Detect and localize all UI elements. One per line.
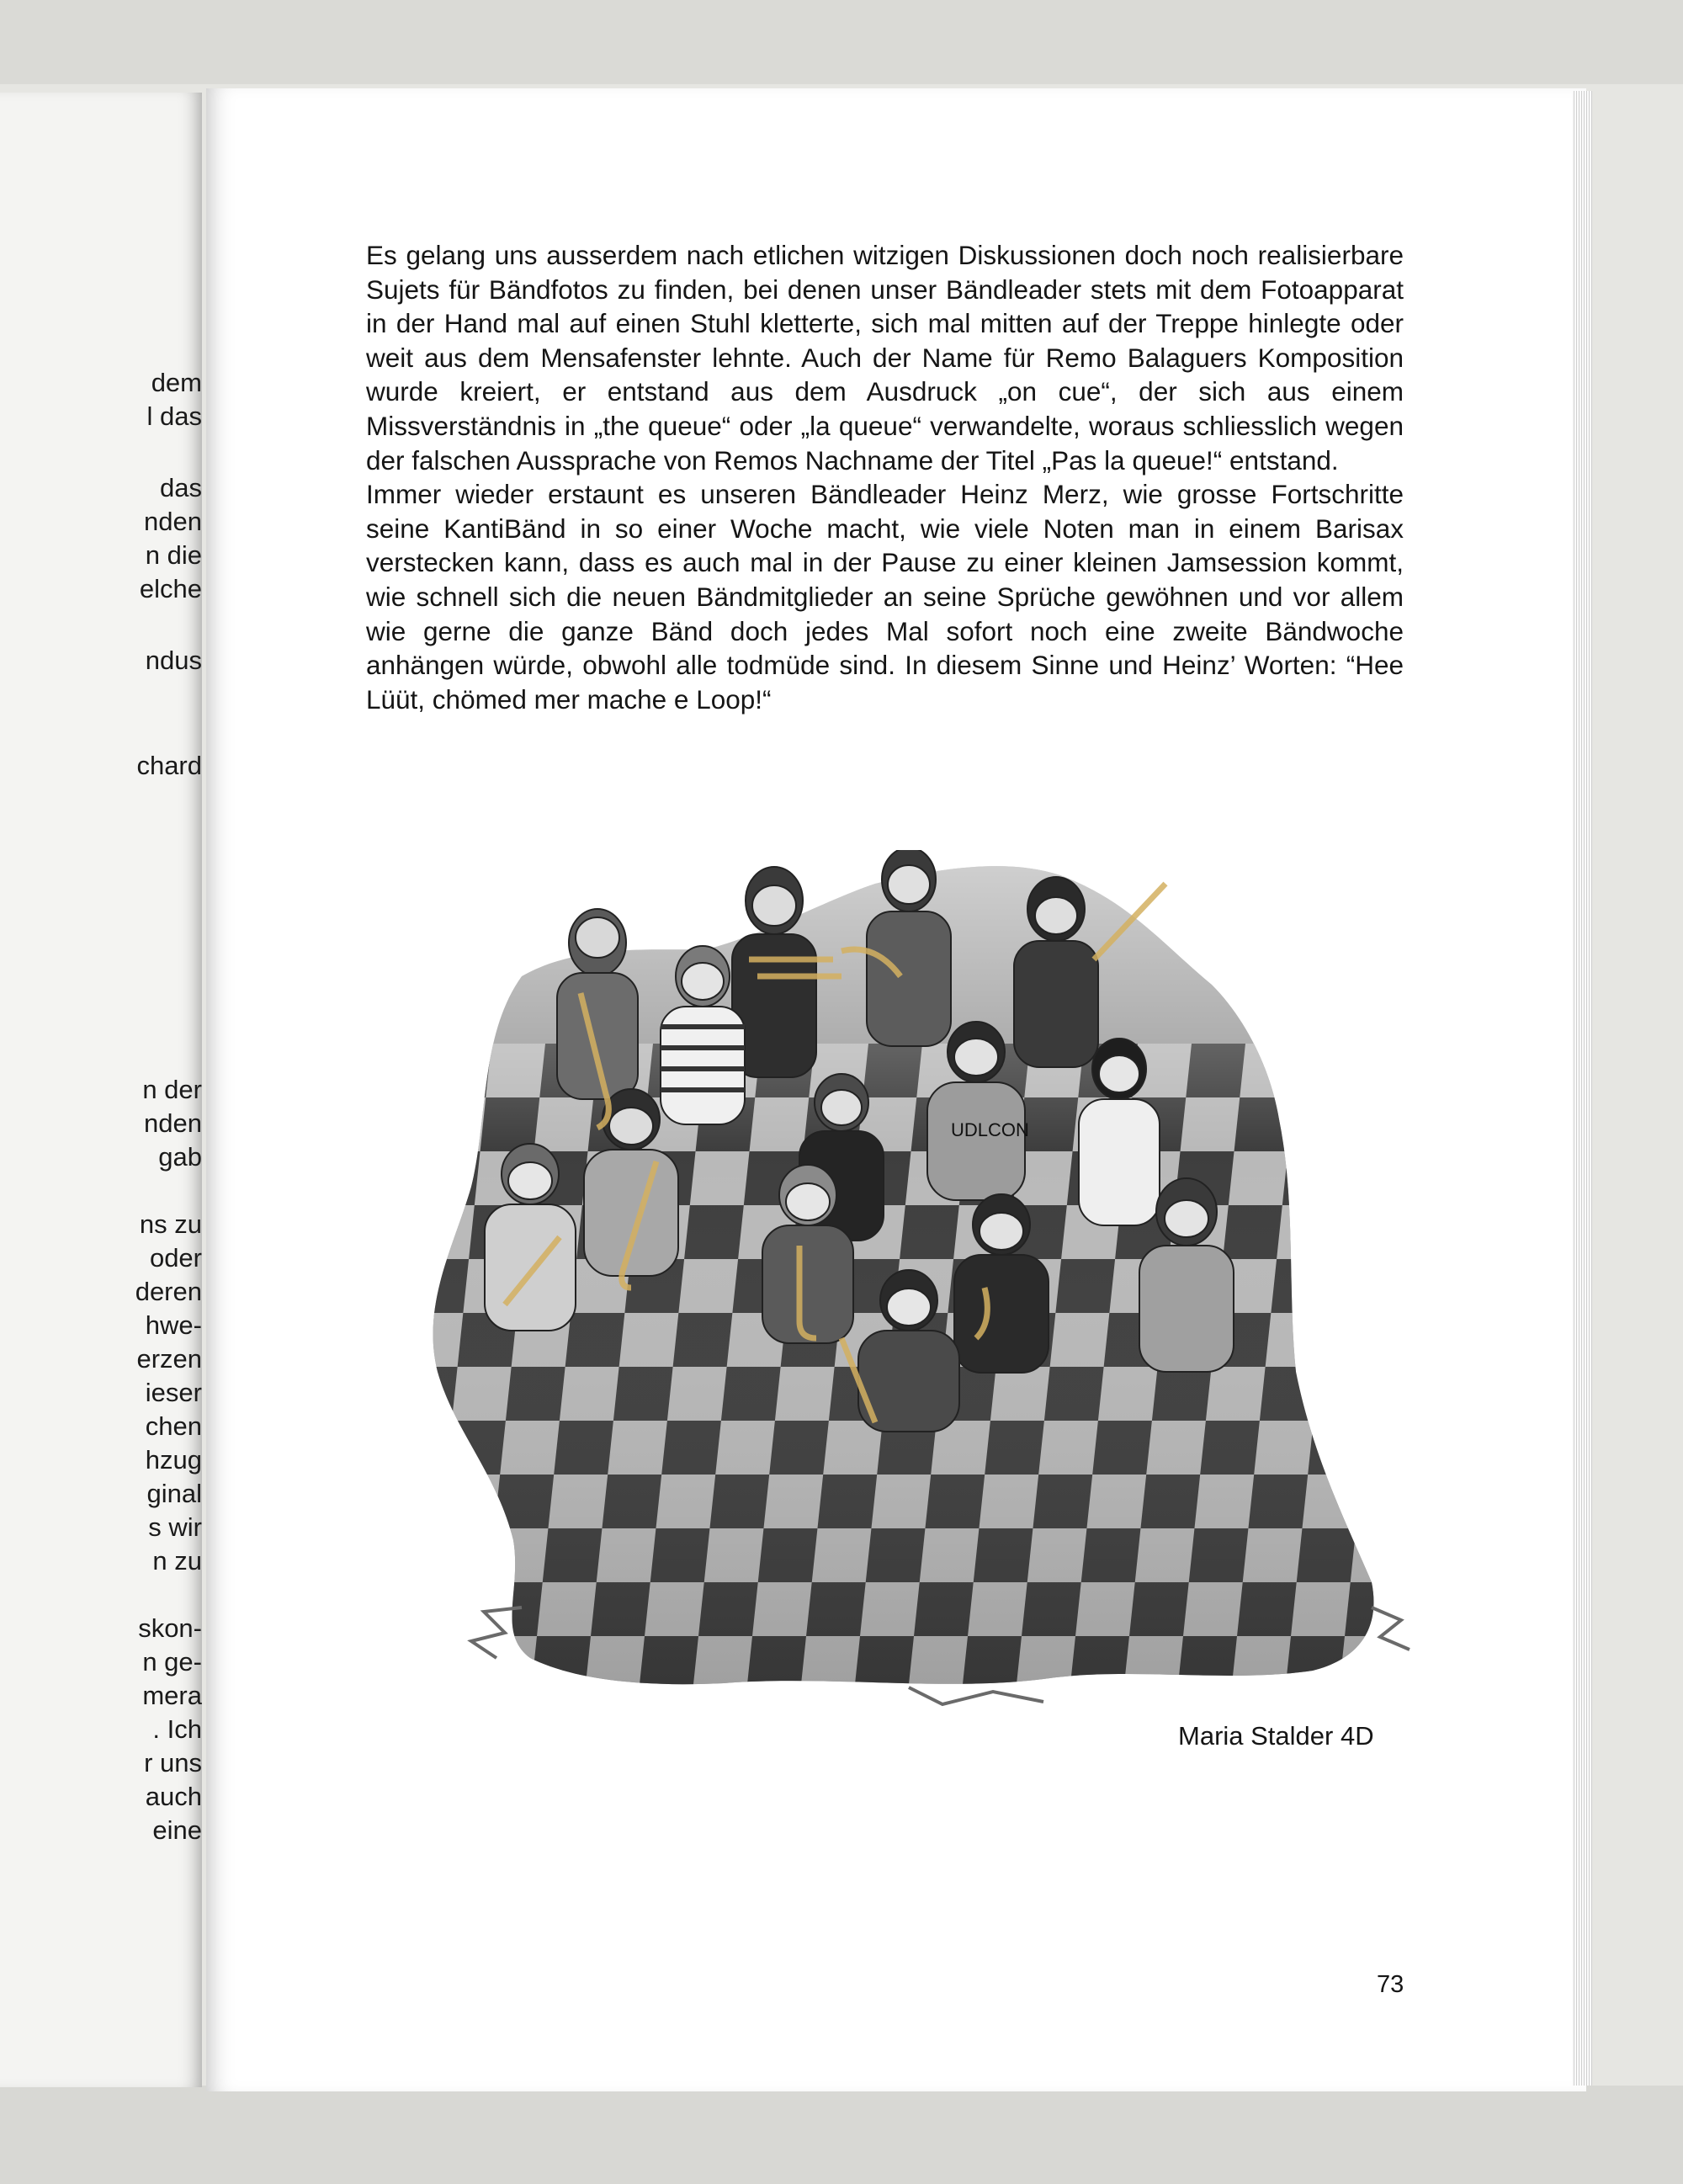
- band-group-photo: [404, 850, 1422, 1708]
- left-page-line-text: deren: [135, 1277, 202, 1306]
- scan-background-bottom: [0, 2086, 1683, 2184]
- left-page-line-text: l das: [146, 401, 202, 431]
- left-page-line-text: . Ich: [152, 1714, 202, 1744]
- page-edges: [1572, 91, 1592, 2086]
- left-page-line-text: n zu: [152, 1546, 202, 1576]
- left-page-line-text: mera: [142, 1681, 202, 1710]
- left-page-line-text: ginal: [146, 1479, 202, 1508]
- left-page-line-text: hwe-: [145, 1310, 202, 1340]
- left-page-line-text: s wir: [148, 1512, 202, 1542]
- left-page-line-text: ndus: [145, 646, 202, 675]
- left-page-line-text: gab: [158, 1142, 202, 1172]
- scan-background-top: [0, 0, 1683, 84]
- shirt-print: UDLCON: [951, 1119, 1029, 1140]
- left-page-line-text: n die: [145, 540, 202, 570]
- left-page-line-text: n ge-: [142, 1647, 202, 1677]
- left-page-line-text: eine: [152, 1815, 202, 1845]
- left-page-line-text: elche: [139, 574, 202, 603]
- left-page-line-text: chen: [145, 1411, 202, 1441]
- left-page-line-text: oder: [149, 1243, 202, 1273]
- article-body: [366, 238, 1404, 716]
- left-page-line-text: ieser: [145, 1378, 202, 1407]
- article-paragraph-2: Immer wieder erstaunt es unseren Bändleader Heinz Merz, wie grosse Fortschritte seine KantiBänd in so einer Woche macht, wie viele Noten man in einem Barisax verstecken kann, dass es auch mal in der Pause zu einer kleinen Jamsession kommt, wie schnell sich die neuen Bändmitglieder an seine Sprüche gewöhnen und vor allem wie gerne die ganze Bänd doch jedes Mal sofort noch eine zweite Bändwoche anhängen würde, obwohl alle todmüde sind. In diesem Sinne und Heinz’ Worten: “Hee Lüüt, chömed mer mache e Loop!“: [366, 479, 1404, 715]
- left-page-line-text: dem: [151, 368, 202, 397]
- left-page-line-text: hzug: [145, 1445, 202, 1475]
- left-page-line-text: auch: [145, 1782, 202, 1811]
- left-page-line-text: nden: [144, 507, 202, 536]
- left-page-line-text: r uns: [144, 1748, 202, 1777]
- left-page-line-text: erzen: [136, 1344, 202, 1374]
- left-page-line-text: nden: [144, 1108, 202, 1138]
- left-page-line-text: n der: [142, 1075, 202, 1104]
- left-page-line-text: skon-: [138, 1613, 202, 1643]
- left-page-line-text: ns zu: [139, 1209, 202, 1239]
- photo-caption: Maria Stalder 4D: [1178, 1721, 1374, 1751]
- left-page-line-text: das: [160, 473, 202, 502]
- page-number: 73: [1377, 1971, 1404, 1998]
- left-page-line-text: chard: [136, 751, 202, 780]
- article-paragraph-1: Es gelang uns ausserdem nach etlichen witzigen Diskussionen doch noch realisierbare Sujets für Bändfotos zu finden, bei denen unser Bändleader stets mit dem Fotoapparat in der Hand mal auf einen Stuhl kletterte, sich mal mitten auf der Treppe hinlegte oder weit aus dem Mensafenster lehnte. Auch der Name für Remo Balaguers Komposition wurde kreiert, er entstand aus dem Ausdruck „on cue“, der sich aus einem Missverständnis in „the queue“ oder „la queue“ verwandelte, woraus schliesslich wegen der falschen Aussprache von Remos Nachname der Titel „Pas la queue!“ entstand.: [366, 240, 1404, 476]
- left-facing-page: [0, 93, 202, 2087]
